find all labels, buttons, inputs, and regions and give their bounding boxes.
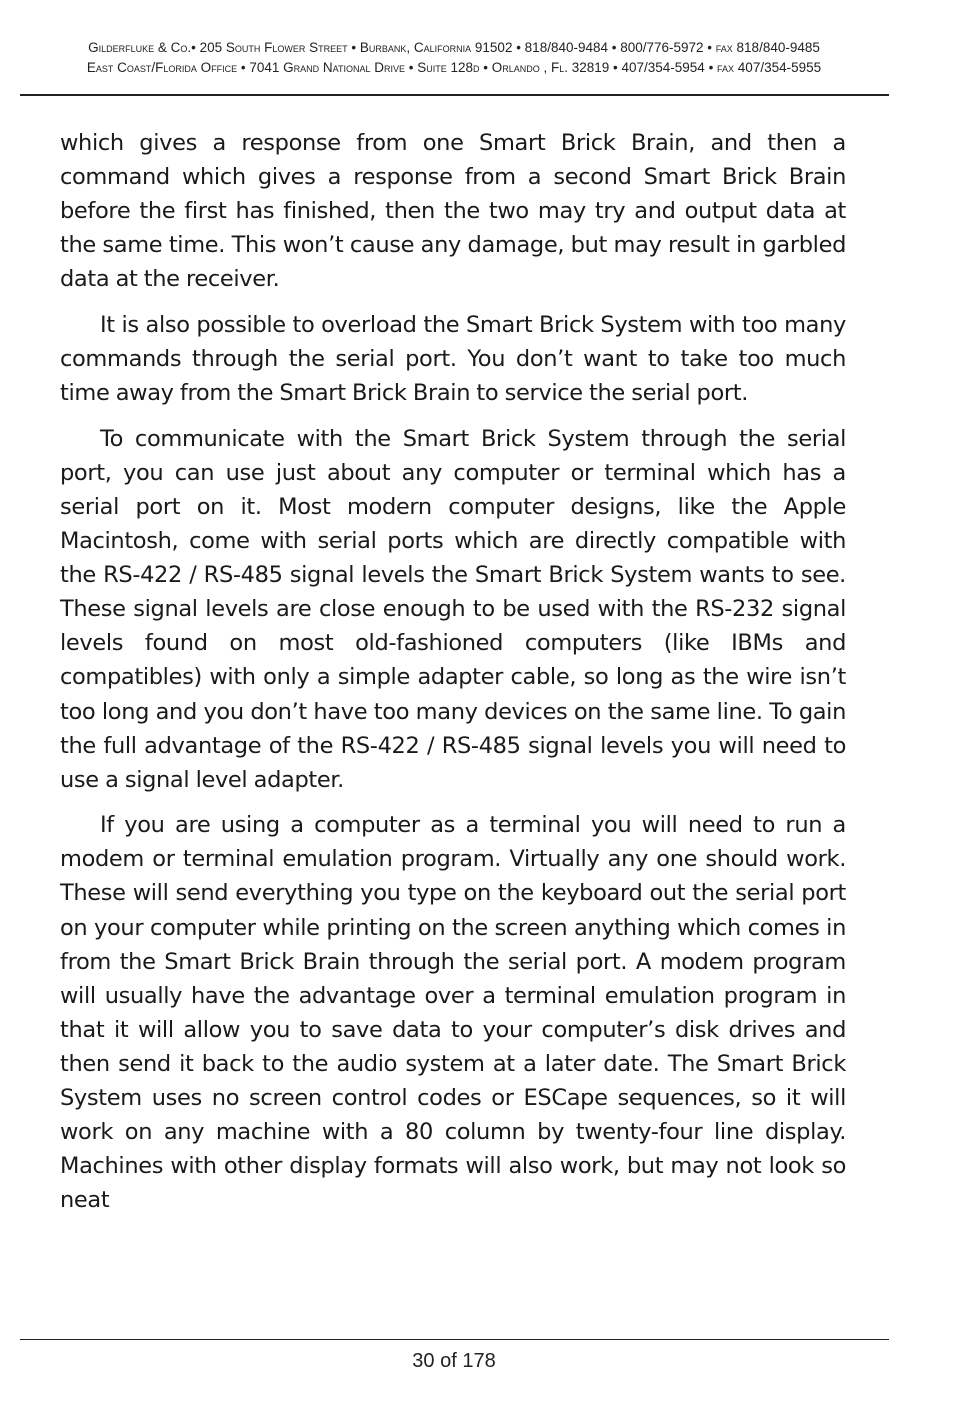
header-address-line-2: East Coast/Florida Office • 7041 Grand National Drive • Suite 128d • Orlando , Fl. 32819 • 407/354-5954 • fax 407/354-5955 [86,60,822,75]
body-paragraph: It is also possible to overload the Smart Brick System with too many commands through the serial port. You don’t want to take too much time away from the Smart Brick Brain to service the serial port. [60,311,846,407]
header-address-line-1: Gilderfluke & Co.• 205 South Flower Street • Burbank, California 91502 • 818/840-9484 • 800/776-5972 • fax 818/840-9485 [88,40,820,55]
page-number: 30 of 178 [412,1350,496,1372]
page-header [20,38,888,78]
body-paragraph: which gives a response from one Smart Brick Brain, and then a command which gives a response from a second Smart Brick Brain before the first has finished, then the two may try and output data at the same time. This won’t cause any damage, but may result in garbled data at the receiver. [60,130,846,293]
body-paragraph: If you are using a computer as a terminal you will need to run a modem or terminal emulation program. Virtually any one should work. These will send everything you type on the keyboard out the serial port on your computer while printing on the screen anything which comes in from the Smart Brick Brain through the serial port. A modem program will usually have the advantage over a terminal emulation program in that it will allow you to save data to your computer’s disk drives and then send it back to the audio system at a later date. The Smart Brick System uses no screen control codes or ESCape sequences, so it will work on any machine with a 80 column by twenty-four line display. Machines with other display formats will also work, but may not look so neat [60,812,846,1214]
header-divider [20,94,889,96]
footer-divider [20,1339,889,1340]
document-body [60,126,846,1229]
body-paragraph: To communicate with the Smart Brick System through the serial port, you can use just about any computer or terminal which has a serial port on it. Most modern computer designs, like the Apple Macintosh, come with serial ports which are directly compatible with the RS-422 / RS-485 signal levels the Smart Brick System wants to see. These signal levels are close enough to be used with the RS-232 signal levels found on most old-fashioned computers (like IBMs and compatibles) with only a simple adapter cable, so long as the wire isn’t too long and you don’t have too many devices on the same line. To gain the full advantage of the RS-422 / RS-485 signal levels you will need to use a signal level adapter. [60,425,846,793]
